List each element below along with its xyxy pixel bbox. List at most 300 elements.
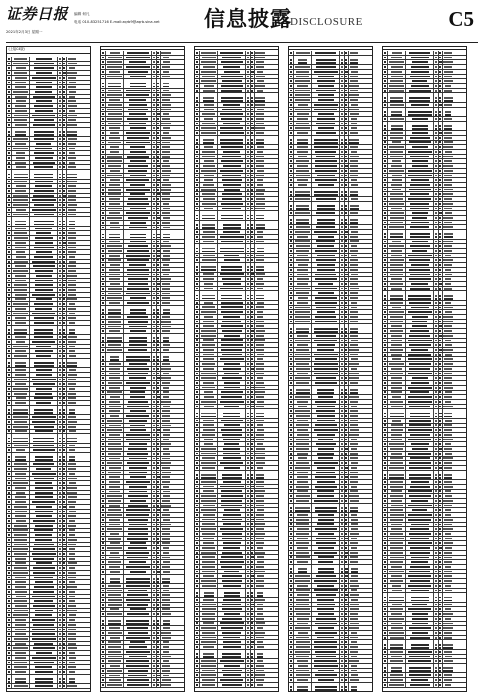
table-cell <box>106 56 124 60</box>
table-cell <box>218 612 246 616</box>
table-cell <box>443 673 454 677</box>
table-cell <box>349 202 360 210</box>
table-cell <box>161 395 172 399</box>
table-cell <box>106 60 124 64</box>
table-cell <box>255 471 266 479</box>
table-cell <box>67 462 78 466</box>
table-cell <box>406 221 434 225</box>
table-cell <box>388 164 406 168</box>
table-cell <box>67 576 78 580</box>
table-cell <box>255 438 266 442</box>
table-cell <box>124 475 152 479</box>
table-cell <box>443 183 454 187</box>
table-cell <box>161 593 172 597</box>
table-cell <box>30 382 58 386</box>
table-cell <box>30 104 58 108</box>
table-cell <box>12 198 30 202</box>
table-cell <box>443 174 454 178</box>
table-cell <box>67 373 78 377</box>
table-cell <box>312 235 340 239</box>
table-cell <box>349 108 360 112</box>
table-cell <box>312 339 340 343</box>
table-cell <box>218 122 246 126</box>
table-cell <box>443 249 454 253</box>
table-cell <box>30 401 58 405</box>
holdings-table <box>383 51 466 691</box>
table-cell <box>67 203 78 207</box>
table-cell <box>200 211 218 219</box>
table-cell <box>124 259 152 263</box>
table-cell <box>443 405 454 409</box>
table-cell <box>294 84 312 88</box>
table-cell <box>30 298 58 302</box>
table-cell <box>12 264 30 268</box>
table-cell <box>294 367 312 371</box>
table-cell <box>255 400 266 404</box>
table-cell <box>255 362 266 366</box>
table-cell <box>349 334 360 338</box>
table-cell <box>124 221 152 225</box>
table-cell <box>12 491 30 495</box>
table-cell <box>30 651 58 655</box>
table-cell <box>12 453 30 461</box>
table-cell <box>124 523 152 527</box>
table-cell <box>161 532 172 536</box>
table-cell <box>294 353 312 357</box>
table-cell <box>30 453 58 461</box>
table-row <box>383 409 466 418</box>
table-cell <box>200 51 218 55</box>
table-cell <box>106 136 124 140</box>
table-cell <box>294 499 312 503</box>
table-cell <box>406 150 434 154</box>
table-cell <box>12 401 30 405</box>
table-cell <box>255 136 266 144</box>
table-cell <box>124 174 152 178</box>
table-cell <box>255 589 266 597</box>
table-cell <box>12 302 30 306</box>
table-cell <box>294 409 312 413</box>
table-cell <box>443 334 454 338</box>
table-column-1 <box>6 46 91 692</box>
table-row <box>7 453 90 462</box>
table-cell <box>200 390 218 394</box>
table-cell <box>312 409 340 413</box>
table-cell <box>67 326 78 334</box>
table-cell <box>12 189 30 193</box>
table-cell <box>312 225 340 229</box>
table-cell <box>294 334 312 338</box>
table-cell <box>200 362 218 366</box>
table-cell <box>294 527 312 531</box>
table-cell <box>161 348 172 352</box>
table-cell <box>106 565 124 569</box>
table-row <box>7 434 90 443</box>
table-cell <box>388 343 406 347</box>
table-cell <box>349 452 360 456</box>
table-cell <box>312 598 340 602</box>
table-cell <box>406 419 434 423</box>
table-cell <box>30 580 58 584</box>
table-cell <box>106 325 124 329</box>
table-cell <box>406 532 434 536</box>
table-cell <box>124 117 152 121</box>
table-cell <box>30 128 58 136</box>
table-cell <box>161 442 172 446</box>
table-cell <box>312 579 340 583</box>
table-cell <box>349 306 360 310</box>
table-cell <box>294 376 312 380</box>
table-cell <box>218 273 246 277</box>
table-cell <box>200 546 218 550</box>
table-cell <box>218 188 246 192</box>
table-cell <box>161 216 172 220</box>
table-cell <box>443 508 454 512</box>
table-cell <box>312 631 340 635</box>
table-cell <box>388 442 406 446</box>
table-cell <box>200 485 218 489</box>
column-heading <box>383 47 466 50</box>
table-cell <box>443 320 454 324</box>
table-cell <box>312 556 340 560</box>
table-cell <box>255 640 266 644</box>
table-cell <box>124 268 152 272</box>
table-cell <box>443 424 454 428</box>
table-cell <box>349 640 360 644</box>
table-cell <box>218 400 246 404</box>
table-cell <box>312 683 340 691</box>
table-cell <box>294 98 312 102</box>
table-cell <box>67 241 78 245</box>
table-cell <box>388 532 406 536</box>
table-cell <box>349 174 360 178</box>
table-cell <box>67 151 78 155</box>
table-cell <box>312 381 340 385</box>
table-cell <box>312 523 340 527</box>
table-cell <box>443 655 454 659</box>
table-cell <box>124 575 152 583</box>
table-cell <box>200 93 218 101</box>
table-cell <box>12 425 30 429</box>
table-cell <box>200 447 218 451</box>
table-cell <box>255 584 266 588</box>
table-cell <box>67 387 78 391</box>
table-cell <box>106 65 124 69</box>
table-cell <box>388 395 406 399</box>
table-cell <box>255 574 266 578</box>
table-cell <box>106 367 124 371</box>
table-cell <box>124 424 152 428</box>
table-cell <box>12 580 30 584</box>
table-cell <box>12 312 30 316</box>
table-cell <box>161 292 172 296</box>
table-cell <box>124 108 152 112</box>
table-cell <box>161 674 172 678</box>
table-cell <box>406 376 434 380</box>
table-cell <box>255 287 266 291</box>
table-cell <box>312 343 340 347</box>
table-cell <box>12 533 30 537</box>
table-cell <box>12 250 30 254</box>
table-cell <box>200 631 218 635</box>
table-cell <box>312 504 340 512</box>
table-cell <box>294 164 312 168</box>
table-cell <box>294 362 312 366</box>
table-cell <box>161 193 172 197</box>
table-cell <box>67 99 78 103</box>
table-cell <box>312 537 340 541</box>
table-cell <box>67 599 78 603</box>
section-title: 信息披露 <box>204 6 292 31</box>
table-cell <box>67 661 78 665</box>
table-cell <box>106 664 124 668</box>
table-cell <box>30 524 58 528</box>
table-cell <box>312 461 340 465</box>
table-cell <box>443 527 454 531</box>
table-cell <box>30 316 58 320</box>
table-cell <box>161 556 172 560</box>
table-cell <box>67 198 78 202</box>
table-cell <box>200 589 218 597</box>
table-cell <box>255 230 266 234</box>
table-cell <box>443 287 454 291</box>
table-cell <box>349 263 360 267</box>
table-cell <box>124 466 152 470</box>
table-cell <box>349 560 360 564</box>
table-cell <box>218 84 246 88</box>
table-cell <box>406 617 434 621</box>
table-cell <box>312 640 340 644</box>
table-cell <box>443 221 454 225</box>
table-cell <box>67 90 78 94</box>
table-cell <box>255 390 266 394</box>
table-cell <box>349 622 360 626</box>
table-cell <box>312 249 340 253</box>
table-cell <box>349 659 360 663</box>
table-cell <box>294 461 312 465</box>
table-cell <box>67 335 78 339</box>
table-cell <box>200 461 218 465</box>
table-cell <box>443 51 454 55</box>
table-cell <box>388 556 406 560</box>
table-row <box>383 664 466 673</box>
table-cell <box>161 211 172 215</box>
table-cell <box>200 433 218 437</box>
table-cell <box>255 419 266 423</box>
table-cell <box>294 490 312 494</box>
table-cell <box>312 655 340 659</box>
table-cell <box>388 372 406 376</box>
table-cell <box>443 207 454 211</box>
table-cell <box>406 287 434 291</box>
table-cell <box>12 359 30 367</box>
table-cell <box>388 188 406 192</box>
table-cell <box>255 221 266 229</box>
table-cell <box>388 376 406 380</box>
table-cell <box>312 357 340 361</box>
table-cell <box>200 320 218 324</box>
table-cell <box>255 499 266 503</box>
table-cell <box>388 51 406 55</box>
table-row <box>7 406 90 415</box>
table-cell <box>349 456 360 460</box>
table-cell <box>443 273 454 277</box>
table-cell <box>218 447 246 451</box>
table-cell <box>200 612 218 616</box>
table-cell <box>443 306 454 310</box>
table-cell <box>406 108 434 116</box>
table-cell <box>443 504 454 508</box>
table-cell <box>218 70 246 74</box>
table-cell <box>30 397 58 401</box>
table-cell <box>443 400 454 404</box>
table-cell <box>388 527 406 531</box>
table-cell <box>406 584 434 588</box>
table-cell <box>161 490 172 494</box>
table-cell <box>67 477 78 481</box>
table-cell <box>161 518 172 522</box>
table-cell <box>161 480 172 484</box>
table-cell <box>200 240 218 244</box>
contact-line: 电话 010-83251716 E-mail:zqrb9@zqrb.sina.net <box>74 20 160 24</box>
table-cell <box>218 659 246 663</box>
table-cell <box>294 537 312 541</box>
table-cell <box>124 65 152 69</box>
table-cell <box>406 183 434 187</box>
table-cell <box>67 571 78 575</box>
table-cell <box>388 565 406 569</box>
table-cell <box>161 226 172 230</box>
table-cell <box>200 126 218 130</box>
table-cell <box>388 518 406 522</box>
table-cell <box>200 395 218 399</box>
table-cell <box>312 565 340 573</box>
table-cell <box>312 428 340 432</box>
table-cell <box>406 348 434 352</box>
table-cell <box>406 395 434 399</box>
table-cell <box>30 274 58 278</box>
table-cell <box>12 543 30 547</box>
table-cell <box>67 430 78 434</box>
table-cell <box>124 93 152 97</box>
table-cell <box>388 122 406 130</box>
table-cell <box>30 623 58 627</box>
table-cell <box>106 669 124 673</box>
table-row <box>195 650 278 659</box>
table-cell <box>388 457 406 461</box>
table-cell <box>255 461 266 465</box>
table-cell <box>200 258 218 262</box>
table-cell <box>30 661 58 665</box>
table-cell <box>67 510 78 514</box>
table-cell <box>161 485 172 489</box>
table-cell <box>388 202 406 206</box>
table-cell <box>161 570 172 574</box>
table-cell <box>406 254 434 258</box>
table-cell <box>30 632 58 636</box>
table-cell <box>349 169 360 173</box>
table-cell <box>161 683 172 687</box>
table-cell <box>161 636 172 640</box>
table-cell <box>30 566 58 570</box>
table-cell <box>200 400 218 404</box>
table-cell <box>294 386 312 394</box>
table-cell <box>443 310 454 314</box>
table-cell <box>406 678 434 682</box>
table-cell <box>349 324 360 332</box>
table-cell <box>312 574 340 578</box>
table-cell <box>106 532 124 536</box>
table-cell <box>124 570 152 574</box>
table-cell <box>388 254 406 258</box>
table-cell <box>388 197 406 201</box>
table-cell <box>255 636 266 640</box>
table-row <box>7 128 90 137</box>
table-cell <box>406 277 434 281</box>
table-cell <box>218 589 246 597</box>
table-cell <box>218 636 246 640</box>
table-cell <box>124 188 152 192</box>
table-cell <box>106 447 124 451</box>
table-cell <box>443 409 454 417</box>
table-cell <box>443 631 454 635</box>
table-cell <box>218 75 246 79</box>
table-cell <box>161 617 172 625</box>
table-cell <box>30 349 58 353</box>
table-cell <box>67 543 78 547</box>
table-row <box>195 244 278 253</box>
table-cell <box>312 607 340 611</box>
table-cell <box>106 131 124 135</box>
table-cell <box>106 428 124 432</box>
table-cell <box>406 159 434 163</box>
table-cell <box>312 108 340 112</box>
table-cell <box>406 570 434 574</box>
table-row <box>383 291 466 300</box>
table-cell <box>406 244 434 248</box>
table-cell <box>161 249 172 253</box>
table-cell <box>30 505 58 509</box>
table-cell <box>12 632 30 636</box>
table-cell <box>349 117 360 121</box>
table-cell <box>406 541 434 545</box>
table-cell <box>30 123 58 127</box>
table-cell <box>30 538 58 542</box>
table-cell <box>218 305 246 309</box>
table-cell <box>12 590 30 594</box>
table-cell <box>30 646 58 650</box>
table-cell <box>12 538 30 542</box>
table-cell <box>161 650 172 654</box>
table-cell <box>312 466 340 470</box>
table-cell <box>312 438 340 442</box>
table-cell <box>30 137 58 141</box>
table-cell <box>388 617 406 621</box>
table-cell <box>388 324 406 328</box>
table-cell <box>161 230 172 238</box>
table-cell <box>161 428 172 432</box>
table-cell <box>406 141 434 145</box>
table-cell <box>218 174 246 178</box>
table-cell <box>200 565 218 569</box>
table-cell <box>30 642 58 646</box>
table-cell <box>349 310 360 314</box>
table-cell <box>406 513 434 517</box>
table-cell <box>349 490 360 494</box>
table-cell <box>388 79 406 83</box>
table-cell <box>218 230 246 234</box>
table-cell <box>12 665 30 669</box>
